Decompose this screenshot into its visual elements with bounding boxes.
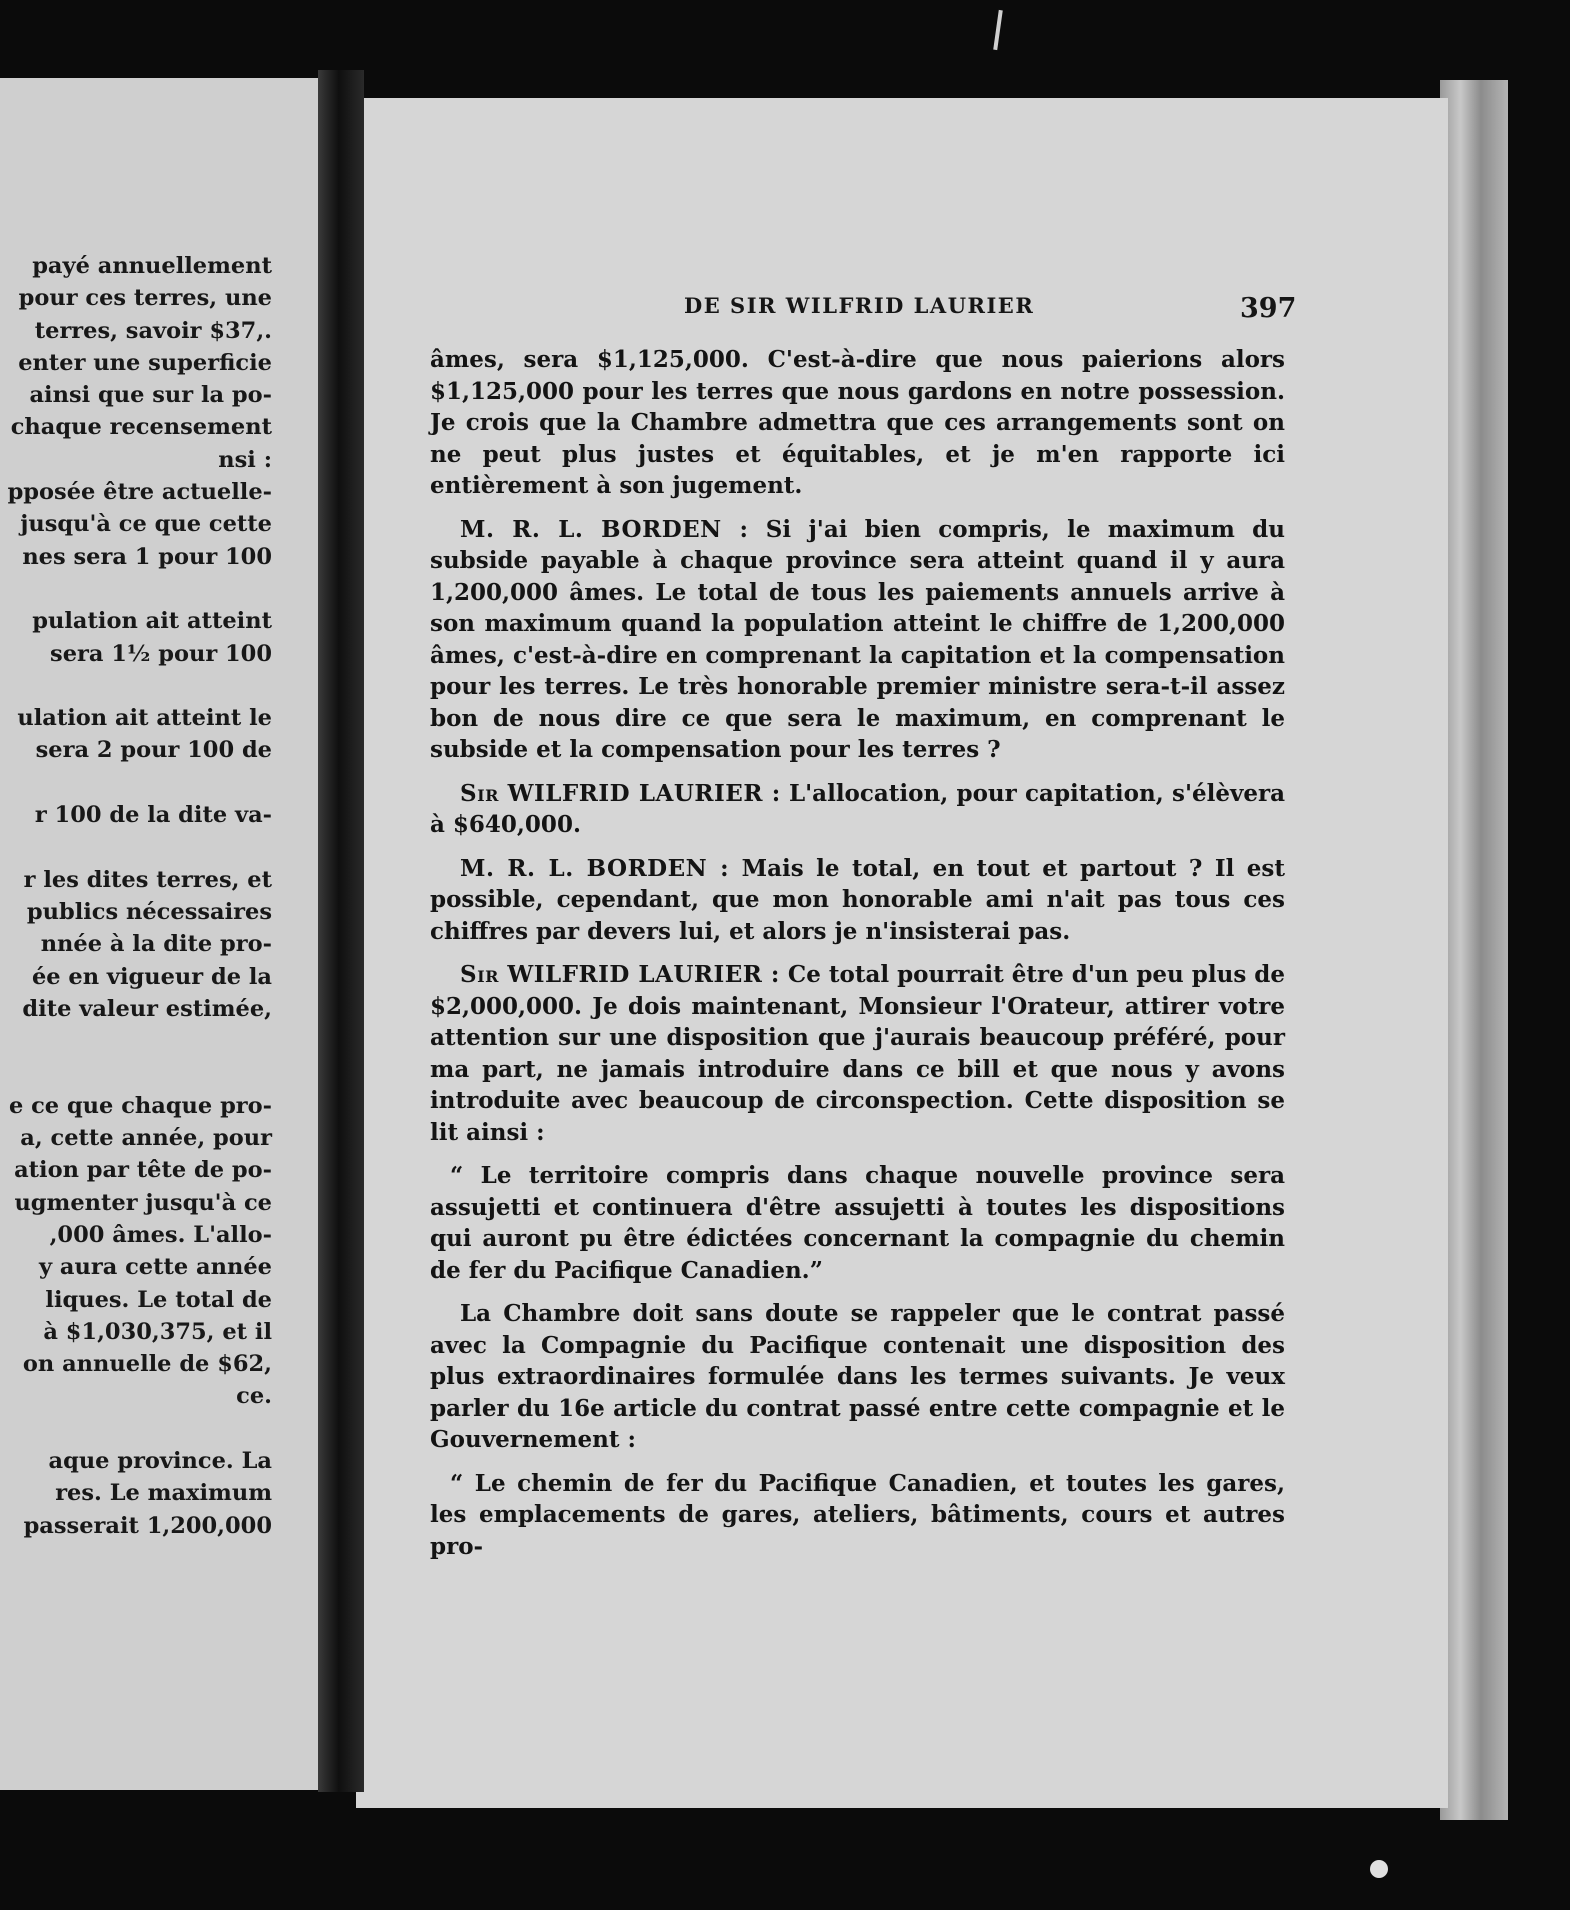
left-page-line: nes sera 1 pour 100 — [22, 543, 272, 570]
speech-text: Ce total pourrait être d'un peu plus de $2,000,000. Je dois maintenant, Monsieur l'Orateur, attirer votre attention sur une disposition que j'aurais beaucoup préféré, pour ma part, ne jamais introduire dans ce bill et que nous y avons introduite avec beaucoup de circonspection. Cette disposition se lit ainsi : — [430, 961, 1285, 1146]
speech-text: Si j'ai bien compris, le maximum du subside payable à chaque province sera atteint quand il y aura 1,200,000 âmes. Le total de tous les paiements annuels arrive à son maximum quand la population atteint le chiffre de 1,200,000 âmes, c'est-à-dire en comprenant la capitation et la compensation pour les terres. Le très honorable premier ministre sera-t-il assez bon de nous dire ce que sera le maximum, en comprenant le subside et la compensation pour les terres ? — [430, 515, 1285, 763]
left-page-line — [0, 1057, 272, 1089]
speaker-name: M. R. L. BORDEN : — [460, 515, 749, 543]
paragraph — [430, 778, 1285, 841]
left-page-line: ation par tête de po- — [14, 1157, 272, 1184]
speaker-name: M. R. L. BORDEN : — [460, 854, 730, 882]
paragraph — [430, 853, 1285, 948]
left-page-line: payé annuellement — [32, 253, 272, 279]
left-page-line: nsi : — [218, 446, 272, 473]
block-quote: “ Le territoire compris dans chaque nouvelle province sera assujetti et continuera d'être assujetti à toutes les dispositions qui auront pu être édictées concernant la compagnie du chemin de fer du Pacifique Canadien.” — [430, 1162, 1285, 1284]
left-page-line: r 100 de la dite va- — [34, 802, 272, 829]
left-page-line: enter une superficie — [18, 349, 272, 376]
paragraph: âmes, sera $1,125,000. C'est-à-dire que nous paierions alors $1,125,000 pour les terres que nous gardons en notre possession. Je crois que la Chambre admettra que ces arrangements sont on ne peut plus justes et équitables, et je m'en rapporte ici entièrement à son jugement. — [430, 346, 1285, 499]
left-page-line: a, cette année, pour — [20, 1125, 272, 1152]
left-page-line: r les dites terres, et — [23, 866, 272, 893]
left-page-line: y aura cette année — [39, 1254, 272, 1281]
left-page-line: à $1,030,375, et il — [43, 1318, 272, 1345]
book-gutter — [318, 70, 364, 1792]
left-page-line: pposée être actuelle- — [7, 479, 272, 506]
left-page-line — [0, 573, 272, 605]
left-page-line: res. Le maximum — [55, 1480, 272, 1507]
paragraph — [430, 514, 1285, 766]
speaker-name: Sir WILFRID LAURIER : — [460, 779, 781, 807]
paragraph: La Chambre doit sans doute se rappeler que le contrat passé avec la Compagnie du Pacifique contenait une disposition des plus extraordinaires formulée dans les termes suivants. Je veux parler du 16e article du contrat passé entre cette compagnie et le Gouvernement : — [430, 1300, 1285, 1453]
left-page-line: ée en vigueur de la — [31, 963, 272, 990]
left-page-line: nnée à la dite pro- — [40, 931, 272, 958]
left-page-line: sera 2 pour 100 de — [35, 737, 272, 764]
left-page-line — [0, 1413, 272, 1445]
left-page-line: chaque recensement — [10, 414, 272, 441]
page-body — [430, 344, 1285, 1574]
left-page-line — [0, 1025, 272, 1057]
speaker-name: Sir WILFRID LAURIER : — [460, 961, 780, 988]
left-page-text — [0, 250, 272, 1542]
left-page-line — [0, 831, 272, 863]
left-page-line: sera 1½ pour 100 — [50, 640, 272, 667]
scan-artifact-tick — [993, 10, 1003, 50]
left-page-line: pour ces terres, une — [18, 285, 272, 312]
running-head: DE SIR WILFRID LAURIER — [684, 293, 1035, 318]
paragraph — [430, 959, 1285, 1148]
left-page-line: jusqu'à ce que cette — [20, 511, 272, 538]
speech-text: L'allocation, pour capitation, s'élèvera à $640,000. — [430, 779, 1286, 838]
scan-artifact-mark — [1370, 1860, 1388, 1878]
left-page-line — [0, 670, 272, 702]
left-page-line: ulation ait atteint le — [17, 705, 272, 732]
left-page-line: passerait 1,200,000 — [23, 1512, 272, 1539]
left-page-line: dite valeur estimée, — [22, 995, 272, 1022]
left-page-line — [0, 767, 272, 799]
left-page-line: on annuelle de $62, — [22, 1351, 272, 1378]
left-page-line: ainsi que sur la po- — [29, 382, 272, 409]
left-page-line: pulation ait atteint — [32, 608, 272, 635]
left-page-line: terres, savoir $37,. — [34, 317, 272, 344]
left-page-line: ,000 âmes. L'allo- — [49, 1221, 272, 1248]
block-quote: “ Le chemin de fer du Pacifique Canadien, et toutes les gares, les emplacements de gares, ateliers, bâtiments, cours et autres pro- — [430, 1469, 1285, 1560]
left-page-line: ce. — [236, 1383, 272, 1410]
left-page-line: e ce que chaque pro- — [8, 1092, 272, 1119]
left-page-line: liques. Le total de — [45, 1286, 272, 1313]
left-page-line: publics nécessaires — [26, 898, 272, 925]
speech-text: Mais le total, en tout et partout ? Il est possible, cependant, que mon honorable ami n'ait pas tous ces chiffres par devers lui, et alors je n'insisterai pas. — [430, 854, 1285, 945]
page-edges — [1440, 80, 1508, 1820]
left-page-line: ugmenter jusqu'à ce — [14, 1189, 272, 1216]
left-page-line: aque province. La — [48, 1447, 272, 1474]
page-number: 397 — [1240, 293, 1297, 324]
